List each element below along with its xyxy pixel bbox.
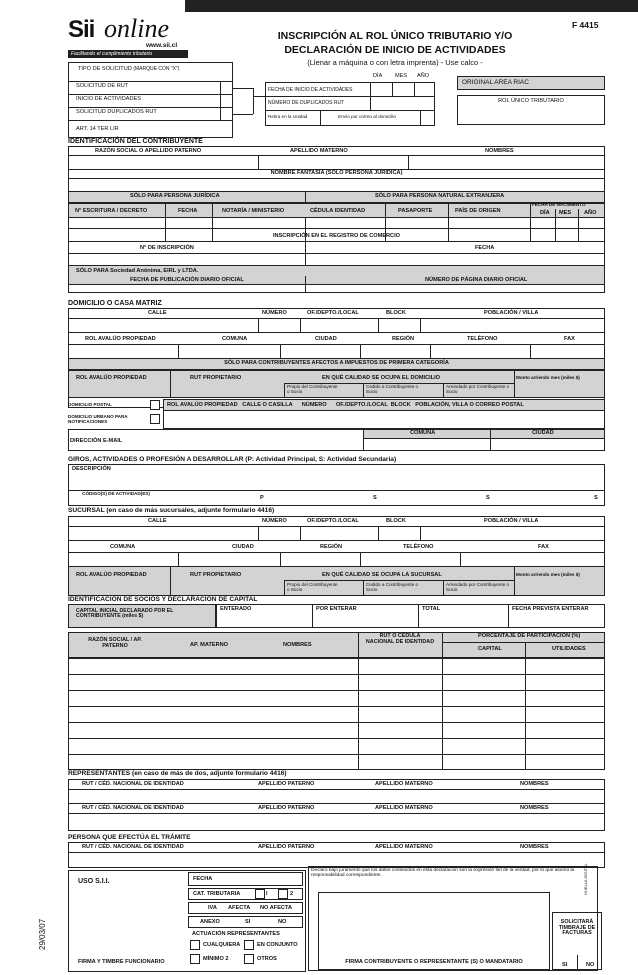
sec-domicilio: DOMICILIO O CASA MATRIZ <box>68 300 162 307</box>
logo-sii: Sii <box>68 16 95 43</box>
retira-label: Retira en la Unidad <box>268 114 308 119</box>
domicilio-postal-label: DOMICILIO POSTAL <box>68 402 112 407</box>
sec-representantes: REPRESENTANTES (en caso de más de dos, adjunte formulario 4416) <box>68 770 287 777</box>
solicitud-duplicados[interactable]: SOLICITUD DUPLICADOS RUT <box>76 109 157 115</box>
minimo-check[interactable] <box>190 954 200 964</box>
side-note: HUELLA DIGITAL <box>583 863 588 895</box>
inicio-actividades[interactable]: INICIO DE ACTIVIDADES <box>76 96 141 102</box>
conjunto-check[interactable] <box>244 940 254 950</box>
domicilio-postal-check[interactable] <box>150 400 160 410</box>
envio-label: Envío por correo al domicilio <box>338 114 396 119</box>
sec-socios: IDENTIFICACIÓN DE SOCIOS Y DECLARACIÓN DE CAPITAL <box>68 596 258 603</box>
logo-tagline-bar <box>68 50 188 58</box>
num-duplicados-label: NÚMERO DE DUPLICADOS RUT <box>268 100 345 106</box>
form-subtitle: (Llenar a máquina o con letra imprenta) - Use calco - <box>307 58 483 67</box>
top-band <box>185 0 638 12</box>
logo-url: www.sii.cl <box>146 42 178 49</box>
fecha-inicio-label: FECHA DE INICIO DE ACTIVIDADES <box>268 87 353 93</box>
rol-unico-label: ROL ÚNICO TRIBUTARIO <box>498 98 564 104</box>
date-code: 29/03/07 <box>38 918 47 950</box>
domicilio-urbano-label: DOMICILIO URBANO PARA NOTIFICACIONES <box>68 414 128 424</box>
logo-online: online <box>104 14 169 43</box>
domicilio-urbano-check[interactable] <box>150 414 160 424</box>
sec-giros: GIROS, ACTIVIDADES O PROFESIÓN A DESARROLLAR (P: Actividad Principal, S: Actividad Secundaria) <box>68 456 397 463</box>
solicitud-rut[interactable]: SOLICITUD DE RUT <box>76 83 129 89</box>
sec-tramite: PERSONA QUE EFECTÚA EL TRÁMITE <box>68 834 191 841</box>
form-code: F 4415 <box>572 20 599 30</box>
cualquiera-check[interactable] <box>190 940 200 950</box>
otros-check[interactable] <box>244 954 254 964</box>
tipo-solicitud-label: TIPO DE SOLICITUD (MARQUE CON "X") <box>78 66 180 72</box>
giros-grid <box>68 464 605 506</box>
dia-label: DÍA <box>373 73 383 79</box>
mes-label: MES <box>395 73 408 79</box>
original-label: ORIGINAL AREA RIAC <box>462 79 529 86</box>
anio-label: AÑO <box>417 73 430 79</box>
sec-sucursal: SUCURSAL (en caso de más sucursales, adjunte formulario 4416) <box>68 507 275 514</box>
form-title-1: INSCRIPCIÓN AL ROL ÚNICO TRIBUTARIO Y/O <box>277 30 513 42</box>
art-14-ter[interactable]: ART. 14 TER LIR <box>76 126 119 132</box>
sec-contribuyente: IDENTIFICACIÓN DEL CONTRIBUYENTE <box>68 138 203 145</box>
form-title-2: DECLARACIÓN DE INICIO DE ACTIVIDADES <box>284 44 506 56</box>
logo-tagline: Facilitando el cumplimiento tributario <box>71 51 153 57</box>
sii-logo <box>68 14 188 60</box>
